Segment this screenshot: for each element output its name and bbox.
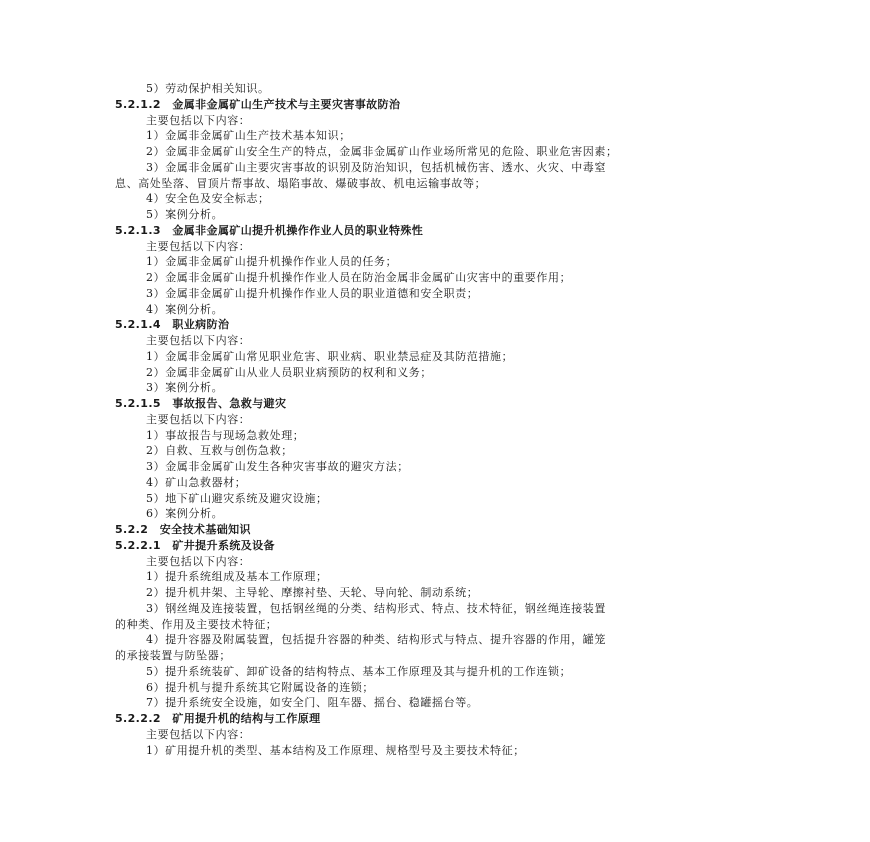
paragraph-line: 主要包括以下内容： (146, 334, 251, 347)
paragraph-line: 1）事故报告与现场急救处理； (146, 428, 305, 442)
paragraph-line: 1）金属非金属矿山常见职业危害、职业病、职业禁忌症及其防范措施； (146, 349, 514, 363)
paragraph-continuation: 的承接装置与防坠器； (115, 649, 231, 662)
paragraph-line: 主要包括以下内容： (146, 113, 251, 127)
paragraph-line: 5）劳动保护相关知识。 (146, 82, 270, 95)
paragraph-line: 5）案例分析。 (146, 208, 224, 221)
section-heading: 5.2.1.5 事故报告、急救与避灾 (115, 397, 287, 410)
paragraph-line: 4）案例分析。 (146, 302, 224, 316)
paragraph-line: 1）矿用提升机的类型、基本结构及工作原理、规格型号及主要技术特征； (146, 743, 525, 757)
paragraph-continuation: 的种类、作用及主要技术特征； (115, 617, 278, 631)
paragraph-line: 7）提升系统安全设施，如安全门、阻车器、摇台、稳罐摇台等。 (146, 696, 479, 710)
paragraph-continuation: 息、高处坠落、冒顶片帮事故、塌陷事故、爆破事故、机电运输事故等； (115, 176, 487, 190)
paragraph-line: 3）钢丝绳及连接装置，包括钢丝绳的分类、结构形式、特点、技术特征，钢丝绳连接装置 (146, 601, 606, 615)
paragraph-line: 2）金属非金属矿山从业人员职业病预防的权利和义务； (146, 365, 432, 379)
paragraph-line: 3）金属非金属矿山提升机操作作业人员的职业道德和安全职责； (146, 286, 479, 300)
paragraph-line: 4）矿山急救器材； (146, 475, 247, 489)
paragraph-line: 6）案例分析。 (146, 507, 224, 521)
section-heading: 5.2.2.2 矿用提升机的结构与工作原理 (115, 712, 321, 725)
paragraph-line: 5）提升系统装矿、卸矿设备的结构特点、基本工作原理及其与提升机的工作连锁； (146, 664, 572, 678)
section-heading: 5.2.2 安全技术基础知识 (115, 523, 251, 536)
section-heading: 5.2.1.4 职业病防治 (115, 318, 230, 332)
paragraph-line: 2）金属非金属矿山安全生产的特点，金属非金属矿山作业场所常见的危险、职业危害因素； (146, 145, 618, 158)
paragraph-line: 主要包括以下内容： (146, 554, 251, 568)
paragraph-line: 6）提升机与提升系统其它附属设备的连锁； (146, 680, 374, 694)
paragraph-line: 主要包括以下内容： (146, 727, 251, 741)
section-heading: 5.2.1.2 金属非金属矿山生产技术与主要灾害事故防治 (115, 97, 401, 111)
paragraph-line: 主要包括以下内容： (146, 412, 251, 426)
paragraph-line: 4）提升容器及附属装置，包括提升容器的种类、结构形式与特点、提升容器的作用，罐笼 (146, 633, 606, 647)
paragraph-line: 3）案例分析。 (146, 381, 224, 395)
paragraph-line: 5）地下矿山避灾系统及避灾设施； (146, 491, 328, 505)
paragraph-line: 2）金属非金属矿山提升机操作作业人员在防治金属非金属矿山灾害中的重要作用； (146, 271, 572, 284)
paragraph-line: 1）金属非金属矿山生产技术基本知识； (146, 129, 351, 143)
paragraph-line: 1）金属非金属矿山提升机操作作业人员的任务； (146, 255, 398, 269)
section-heading: 5.2.2.1 矿井提升系统及设备 (115, 538, 275, 552)
paragraph-line: 3）金属非金属矿山主要灾害事故的识别及防治知识，包括机械伤害、透水、火灾、中毒窒 (146, 160, 606, 174)
paragraph-line: 1）提升系统组成及基本工作原理； (146, 570, 328, 584)
paragraph-line: 3）金属非金属矿山发生各种灾害事故的避灾方法； (146, 460, 409, 473)
paragraph-line: 4）安全色及安全标志； (146, 192, 270, 206)
paragraph-line: 2）提升机井架、主导轮、摩擦衬垫、天轮、导向轮、制动系统； (146, 586, 479, 599)
section-heading: 5.2.1.3 金属非金属矿山提升机操作作业人员的职业特殊性 (115, 223, 424, 237)
paragraph-line: 2）自救、互救与创伤急救； (146, 444, 293, 458)
paragraph-line: 主要包括以下内容： (146, 239, 251, 253)
